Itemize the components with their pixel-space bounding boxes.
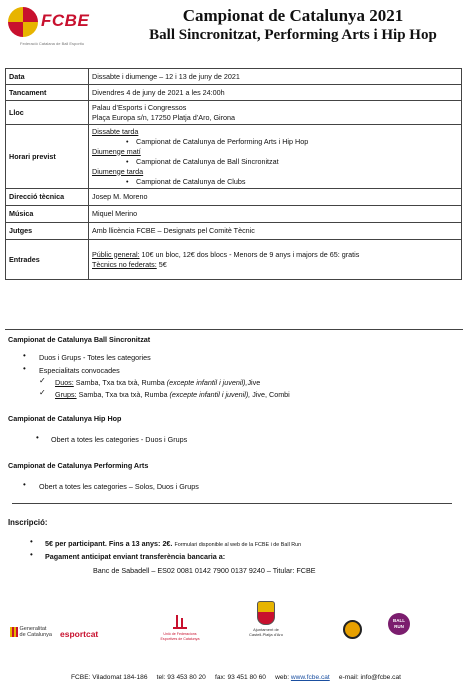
generalitat-text: Generalitat de Catalunya [19,626,52,638]
esportcat-logo: esportcat [60,629,99,639]
entrades-value [89,240,462,280]
direccio-label: Direcció tècnica [6,189,89,206]
check-icon: ✓ [39,376,46,385]
table-row [6,85,462,101]
jutges-label: Jutges [6,223,89,240]
bullet: • [23,364,26,373]
table-row [6,240,462,280]
club-logo [343,620,362,639]
duos-italic: (excepte infantil i juvenil), [166,378,248,387]
divider [5,329,463,330]
inscripcio-heading: Inscripció: [8,518,48,527]
ufec-icon [173,615,187,629]
bullet: • [30,550,33,559]
check-icon: ✓ [39,388,46,397]
club-badge-icon [343,620,362,639]
duos-end: Jive [247,378,261,387]
table-row [6,189,462,206]
ufec-logo [160,615,200,641]
footer-address: FCBE: Viladomat 184-186 [71,674,148,681]
footer [0,674,472,681]
ball-grups [55,390,290,399]
ballrun-text: BALL RUN [388,613,410,635]
page-title: Campionat de Catalunya 2021 [182,6,404,25]
info-table [5,68,462,280]
fcbe-logo-icon [8,7,38,37]
logo-subtitle: Federació Catalana de Ball Esportiu [20,41,85,46]
generalitat-logo [10,626,54,638]
bullet: • [23,480,26,489]
grups-text: Samba, Txa txa txà, Rumba [76,390,170,399]
inscripcio-line1-main: 5€ per participant. Fins a 13 anys: 2€. [45,539,175,548]
tancament-value: Divendres 4 de juny de 2021 a les 24:00h [89,85,462,101]
ufec-text: Unió de Federacions Esportives de Catalunya [160,632,200,641]
divider [12,503,452,504]
data-label: Data [6,69,89,85]
shield-icon [257,601,275,625]
lloc-line2: Plaça Europa s/n, 17250 Platja d’Aro, Girona [92,112,236,122]
arts-heading: Campionat de Catalunya Performing Arts [8,461,149,470]
ball-item1: Duos i Grups - Totes les categories [39,353,151,362]
horari-day1: Dissabte tarda [92,126,139,136]
table-row [6,206,462,223]
bullet: • [30,537,33,546]
senyera-icon [10,627,18,637]
inscripcio-line2: Pagament anticipat enviant transferència bancaria a: [45,552,226,561]
arts-item: Obert a totes les categories – Solos, Duos i Grups [39,482,199,491]
entrades-tecnics-label: Tècnics no federats: [92,259,157,269]
ajuntament-logo [246,601,286,637]
entrades-general-value: 10€ un bloc, 12€ dos blocs - Menors de 9 anys i majors de 65: gratis [139,249,360,259]
ball-item2: Especialitats convocades [39,366,120,375]
data-value: Dissabte i diumenge – 12 i 13 de juny de 2021 [89,69,462,85]
entrades-label: Entrades [6,240,89,280]
tancament-label: Tancament [6,85,89,101]
ballrun-logo [388,613,410,635]
horari-value [89,125,462,189]
musica-label: Música [6,206,89,223]
direccio-value: Josep M. Moreno [89,189,462,206]
ball-duos [55,378,260,387]
horari-day3-item: • Campionat de Catalunya de Clubs [122,177,458,187]
fcbe-logo [8,7,108,51]
lloc-value [89,101,462,125]
bullet: • [36,433,39,442]
lloc-label: Lloc [6,101,89,125]
musica-value: Miquel Merino [89,206,462,223]
duos-label: Duos: [55,378,74,387]
grups-end: Jive, Combi [250,390,290,399]
horari-label: Horari previst [6,125,89,189]
entrades-tecnics-value: 5€ [156,259,167,269]
horari-day1-item: • Campionat de Catalunya de Performing Arts i Hip Hop [122,137,458,147]
jutges-value: Amb llicència FCBE – Designats pel Comitè Tècnic [89,223,462,240]
table-row [6,69,462,85]
bullet: • [23,351,26,360]
ball-heading: Campionat de Catalunya Ball Sincronitzat [8,335,151,344]
horari-day2: Diumenge matí [92,146,141,156]
inscripcio-line1-small: Formulari disponible al web de la FCBE i de Ball Run [174,542,302,548]
entrades-general-label: Públic general: [92,249,140,259]
table-row [6,223,462,240]
footer-email: e-mail: info@fcbe.cat [338,674,401,681]
duos-text: Samba, Txa txa txà, Rumba [73,378,167,387]
hiphop-item: Obert a totes les categories - Duos i Grups [51,435,188,444]
table-row [6,125,462,189]
footer-web-label: web: [275,674,291,681]
lloc-line1: Palau d’Esports i Congressos [92,102,187,112]
grups-label: Grups: [55,390,77,399]
grups-italic: (excepte infantil i juvenil), [169,390,251,399]
horari-day2-item: • Campionat de Catalunya de Ball Sincronitzat [122,157,458,167]
footer-fax: fax: 93 451 80 60 [214,674,266,681]
ajuntament-text: Ajuntament de Castell-Platja d'Aro [249,627,283,637]
inscripcio-line3: Banc de Sabadell – ES02 0081 0142 7900 0137 9240 – Titular: FCBE [93,566,316,575]
table-row [6,101,462,125]
logo-text: FCBE [41,11,90,30]
page-subtitle: Ball Sincronitzat, Performing Arts i Hip Hop [149,27,437,43]
inscripcio-line1 [45,539,301,548]
hiphop-heading: Campionat de Catalunya Hip Hop [8,414,122,423]
footer-tel: tel: 93 453 80 20 [156,674,206,681]
horari-day3: Diumenge tarda [92,166,144,176]
footer-web-link[interactable]: www.fcbe.cat [290,674,330,681]
